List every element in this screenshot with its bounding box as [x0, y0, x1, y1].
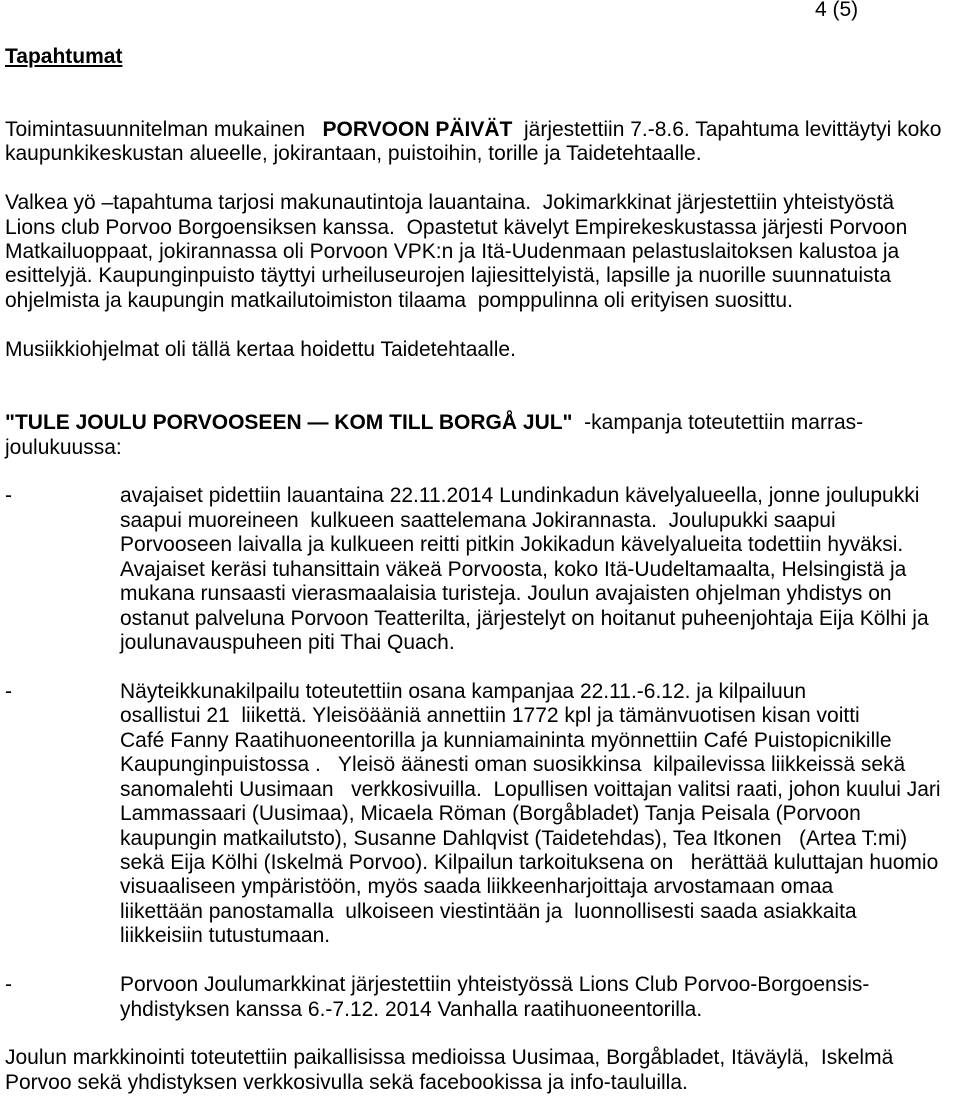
list-item-line: visuaaliseen ympäristöön, myös saada liikkeenharjoittaja arvostamaan omaa	[120, 875, 834, 899]
list-item-line: liikettään panostamalla ulkoiseen viestintään ja luonnollisesti saada asiakkaita	[120, 899, 857, 923]
porvoon-paivat-paragraph	[5, 118, 955, 167]
list-bullet: -	[5, 679, 12, 703]
list-bullet: -	[5, 973, 12, 997]
list-bullet: -	[5, 484, 12, 508]
list-item-text	[120, 973, 955, 1022]
list-item-line: avajaiset pidettiin lauantaina 22.11.2014 Lundinkadun kävelyalueella, jonne joulupukki	[120, 484, 920, 508]
list-item-line: osallistui 21 liikettä. Yleisöääniä annettiin 1772 kpl ja tämänvuotisen kisan voitti	[120, 704, 860, 728]
list-item-line: mukana runsaasti vierasmaalaisia turisteja. Joulun avajaisten ohjelman yhdistys on	[120, 582, 892, 606]
campaign-item-window-contest	[5, 680, 955, 949]
campaign-paragraph	[5, 411, 955, 460]
paragraph-text: järjestettiin 7.-8.6. Tapahtuma levittäytyi koko	[512, 117, 942, 141]
paragraph-line: Joulun markkinointi toteutettiin paikallisissa medioissa Uusimaa, Borgåbladet, Itäväylä, Iskelmä	[5, 1046, 894, 1070]
list-item-text	[120, 680, 955, 949]
paragraph-line: Lions club Porvoo Borgoensiksen kanssa. Opastetut kävelyt Empirekeskustassa järjesti Porvoon	[5, 215, 908, 239]
list-item-line: sekä Eija Kölhi (Iskelmä Porvoo). Kilpailun tarkoituksena on herättää kuluttajan huomio	[120, 850, 939, 874]
list-item-line: Kaupunginpuistossa . Yleisö äänesti oman suosikkinsa kilpailevissa liikkeissä sekä	[120, 753, 906, 777]
paragraph-line: ohjelmista ja kaupungin matkailutoimiston tilaama pomppulinna oli erityisen suosittu.	[5, 288, 793, 312]
music-note-paragraph: Musiikkiohjelmat oli tällä kertaa hoidettu Taidetehtaalle.	[5, 337, 516, 361]
list-item-line: Porvoon Joulumarkkinat järjestettiin yhteistyössä Lions Club Porvoo-Borgoensis-	[120, 973, 870, 997]
list-item-line: Lammassaari (Uusimaa), Micaela Röman (Borgåbladet) Tanja Peisala (Porvoon	[120, 802, 861, 826]
list-item-line: yhdistyksen kanssa 6.-7.12. 2014 Vanhalla raatihuoneentorilla.	[120, 997, 703, 1021]
list-item-line: saapui muoreineen kulkueen saattelemana Jokirannasta. Joulupukki saapui	[120, 508, 836, 532]
campaign-item-opening	[5, 484, 955, 655]
closing-paragraph	[5, 1046, 955, 1095]
event-name: PORVOON PÄIVÄT	[322, 117, 513, 141]
paragraph-line: Porvoo sekä yhdistyksen verkkosivulla sekä facebookissa ja info-tauluilla.	[5, 1070, 688, 1094]
paragraph-line: kaupunkikeskustan alueelle, jokirantaan, puistoihin, torille ja Taidetehtaalle.	[5, 142, 702, 166]
list-item-text	[120, 484, 955, 655]
paragraph-line: Matkailuoppaat, jokirannassa oli Porvoon VPK:n ja Itä-Uudenmaan pelastuslaitoksen kalustoa ja	[5, 240, 900, 264]
campaign-item-christmas-market	[5, 973, 955, 1022]
paragraph-line: esittelyjä. Kaupunginpuisto täyttyi urheiluseurojen lajiesittelyistä, lapsille ja nuorille suunnatuista	[5, 264, 892, 288]
list-item-line: Café Fanny Raatihuoneentorilla ja kunniamaininta myönnettiin Café Puistopicnikille	[120, 728, 892, 752]
paragraph-text: -kampanja toteutettiin marras-	[572, 411, 864, 435]
paragraph-line	[5, 118, 955, 142]
list-item-line: ostanut palveluna Porvoon Teatterilta, järjestelyt on hoitanut puheenjohtaja Eija Kölhi ja	[120, 606, 929, 630]
paragraph-text: Toimintasuunnitelman mukainen	[5, 117, 323, 141]
paragraph-line: joulukuussa:	[5, 435, 122, 459]
list-item-line: Näyteikkunakilpailu toteutettiin osana kampanjaa 22.11.-6.12. ja kilpailuun	[120, 679, 807, 703]
list-item-line: kaupungin matkailutsto), Susanne Dahlqvist (Taidetehdas), Tea Itkonen (Artea T:mi)	[120, 826, 908, 850]
list-item-line: sanomalehti Uusimaan verkkosivuilla. Lopullisen voittajan valitsi raati, johon kuului Jari	[120, 777, 941, 801]
paragraph-line	[5, 411, 955, 435]
list-item-line: Avajaiset keräsi tuhansittain väkeä Porvoosta, koko Itä-Uudeltamaalta, Helsingistä ja	[120, 557, 907, 581]
document-body	[5, 45, 955, 1096]
list-item-line: Porvooseen laivalla ja kulkueen reitti pitkin Jokikadun kävelyalueita todettiin hyväksi.	[120, 533, 904, 557]
list-item-line: joulunavauspuheen piti Thai Quach.	[120, 631, 455, 655]
paragraph-line: Valkea yö –tapahtuma tarjosi makunautintoja lauantaina. Jokimarkkinat järjestettiin yhteistyöstä	[5, 191, 895, 215]
valkea-yo-paragraph	[5, 191, 955, 313]
list-item-line: liikkeisiin tutustumaan.	[120, 924, 331, 948]
page-number: 4 (5)	[815, 0, 859, 21]
section-heading: Tapahtumat	[5, 44, 123, 68]
campaign-title: "TULE JOULU PORVOOSEEN — KOM TILL BORGÅ JUL"	[5, 411, 573, 435]
